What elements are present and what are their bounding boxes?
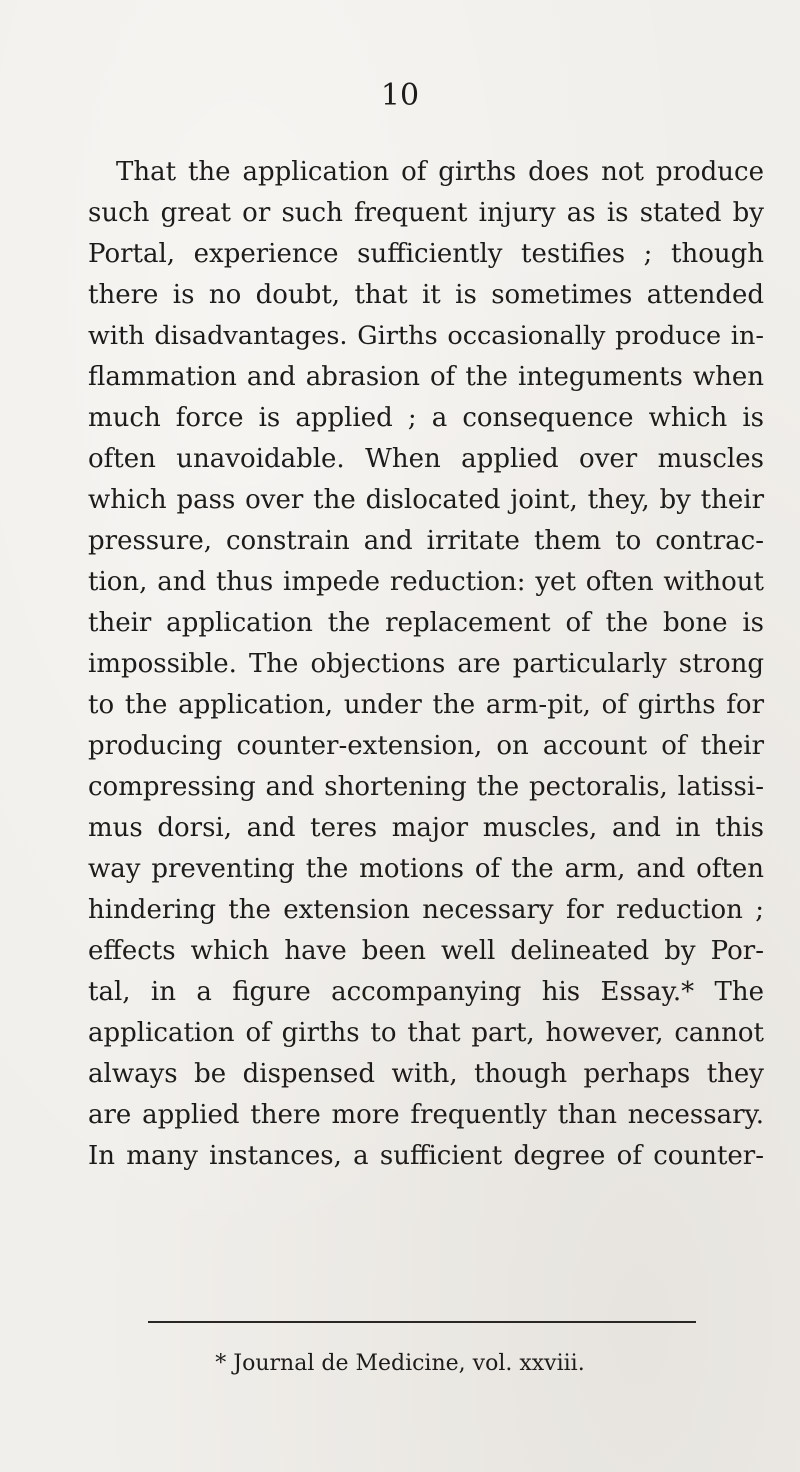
text-line: hindering the extension necessary for reduction ; [88,895,764,925]
text-line: which pass over the dislocated joint, they, by their [88,485,764,515]
text-line: That the application of girths does not produce [116,157,764,187]
text-line: producing counter-extension, on account of their [88,731,764,761]
text-line: impossible. The objections are particularly strong [88,649,764,679]
text-line: much force is applied ; a consequence which is [88,403,764,433]
page-number: 10 [380,78,420,113]
text-line: such great or such frequent injury as is stated by [88,198,764,228]
text-line: are applied there more frequently than necessary. [88,1100,764,1130]
text-line: there is no doubt, that it is sometimes attended [88,280,764,310]
body-text [88,152,764,1177]
text-line: mus dorsi, and teres major muscles, and in this [88,813,764,843]
text-line: way preventing the motions of the arm, and often [88,854,764,884]
text-line: always be dispensed with, though perhaps they [88,1059,764,1089]
footnote-divider [148,1321,696,1323]
text-line: In many instances, a sufficient degree of counter- [88,1141,764,1171]
text-line: often unavoidable. When applied over muscles [88,444,764,474]
text-line: flammation and abrasion of the integuments when [88,362,764,392]
text-line: compressing and shortening the pectoralis, latissi- [88,772,764,802]
text-line: with disadvantages. Girths occasionally produce in- [88,321,764,351]
text-line: effects which have been well delineated by Por- [88,936,764,966]
text-line: tion, and thus impede reduction: yet often without [88,567,764,597]
text-line: pressure, constrain and irritate them to contrac- [88,526,764,556]
footnote: * Journal de Medicine, vol. xxviii. [215,1351,585,1376]
text-line: to the application, under the arm-pit, of girths for [88,690,764,720]
text-line: application of girths to that part, however, cannot [88,1018,764,1048]
text-line: their application the replacement of the bone is [88,608,764,638]
text-line: tal, in a figure accompanying his Essay.* The [88,977,764,1007]
text-line: Portal, experience sufficiently testifies ; though [88,239,764,269]
